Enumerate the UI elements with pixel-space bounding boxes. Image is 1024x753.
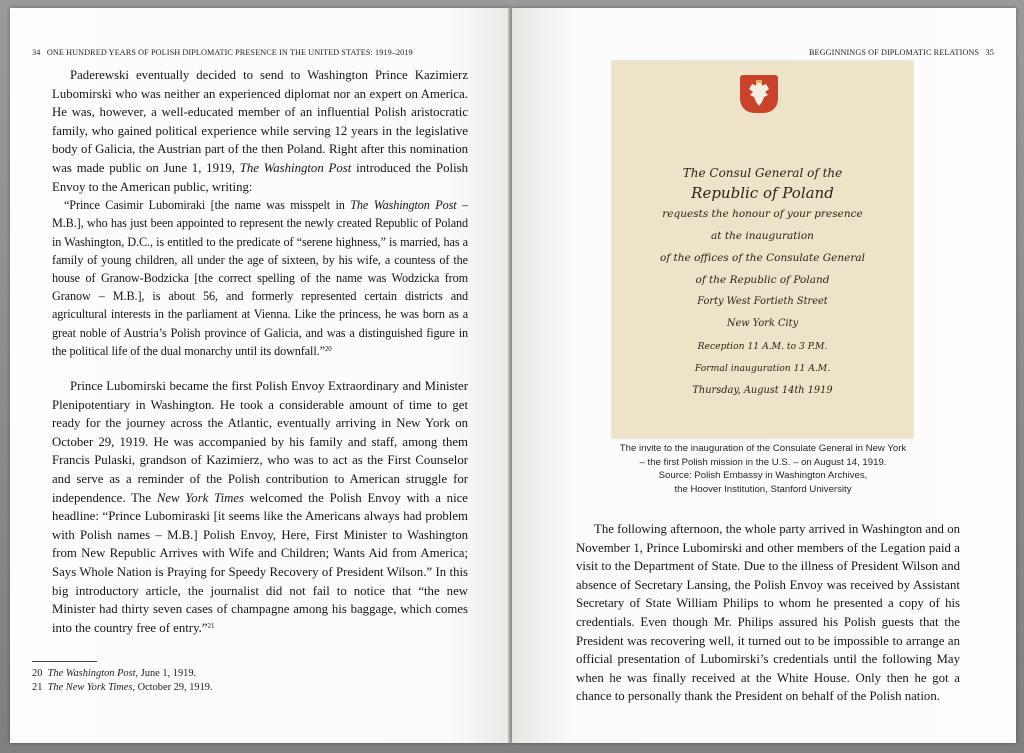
right-page-number: 35 — [985, 48, 994, 57]
left-running-header — [32, 48, 413, 57]
footnote-20: 20 The Washington Post, June 1, 1919. — [32, 668, 197, 679]
left-header-title: ONE HUNDRED YEARS OF POLISH DIPLOMATIC PRESENCE IN THE UNITED STATES: 1919–2019 — [46, 48, 413, 57]
footnotes — [32, 667, 213, 695]
footnote-21: 21 The New York Times, October 29, 1919. — [32, 682, 213, 693]
paragraph-3: The following afternoon, the whole party arrived in Washington and on November 1, Prince Lubomirski and other members of the Legation paid a visit to the Department of State. Due to the illness of President Wilson and absence of Secretary Lansing, the Polish Envoy was received by Assistant Secretary of State William Philips to whom he presented a copy of his credentials. Even though Mr. Philips assured his Polish guests that the President was recovering well, it turned out to be impossible to arrange an official presentation of Lubomirski’s credentials until the following May when he was finally received at the White House. Only then he got a chance to personally thank the President on behalf of the Polish nation. — [576, 522, 960, 704]
invitation-text: The Consul General of the Republic of Poland requests the honour of your presence at the inauguration of the offices of the Consulate General of the Republic of Poland Forty West Fortieth Street New York City Reception 11 A.M. to 3 P.M. Formal inauguration 11 A.M. Thursday, August 14th 1919 — [660, 166, 865, 396]
paragraph-2: Prince Lubomirski became the first Polish Envoy Extraordinary and Minister Plenipotentiary in Washington. He took a considerable amount of time to get ready for the journey across the Atlantic, eventually arriving in New York on October 29, 1919. He was accompanied by his family and staff, among them Francis Pulaski, grandson of Kazimierz, who was to act as the First Counselor and serve as a reminder of the Polish contribution to American struggle for independence. The New York Times welcomed the Polish Envoy with a nice headline: “Prince Lubomiraski [it seems like the Americans always had problem with Polish names – M.B.] Polish Envoy, Here, First Minister to Washington from New Republic Arrives with Wife and Children; Wants Aid from America; Says Whole Nation is Praying for Speedy Recovery of President Wilson.” In this big introductory article, the journalist did not fail to notice that “the new Minister had thirty seven cases of champagne among his baggage, which comes into the country free of entry.”$^{21}$ — [52, 378, 468, 635]
right-header-title: BEGGINNINGS OF DIPLOMATIC RELATIONS — [808, 48, 980, 57]
left-body-text — [52, 66, 468, 637]
right-body-text — [576, 520, 960, 706]
block-quote: “Prince Casimir Lubomiraki [the name was misspelt in The Washington Post – M.B.], who has just been appointed to represent the newly created Republic of Poland in Washington, D.C., is entitled to the predicate of “serene highness,” is married, has a family of young children, all under the age of sixteen, by his wife, a countess of the house of Granow-Bodzicka [the correct spelling of the name was Wodzicka from Granow – M.B.], is about 56, and formerly represented certain districts and agricultural interests in the parliament at Vienna. Like the princess, he was born as a great noble of Austria’s Polish province of Galicia, and was a distinguished figure in the political life of the dual monarchy until its downfall.”$^{20}$ — [52, 198, 468, 358]
left-page-number: 34 — [32, 48, 41, 57]
footnote-divider — [32, 661, 97, 662]
footnote-ref-21[interactable]: 21 — [207, 621, 215, 630]
polish-eagle-crest-icon — [740, 75, 778, 113]
left-page — [10, 8, 510, 743]
right-running-header — [809, 48, 994, 57]
right-page — [512, 8, 1016, 743]
paragraph-1: Paderewski eventually decided to send to Washington Prince Kazimierz Lubomirski who was neither an experienced diplomat nor an expert on America. He was, however, a well-educated member of an influential Polish aristocratic family, who gained political experience while serving 12 years in the legislative body of Galicia, the Austrian part of the then Poland. Right after this nomination was made public on June 1, 1919, The Washington Post introduced the Polish Envoy to the American public, writing: — [52, 68, 469, 194]
figure-caption: The invite to the inauguration of the Consulate General in New York – the first Polish mission in the U.S. – on August 14, 1919. Source: Polish Embassy in Washington Archives, the Hoover Institution, Stanford University — [619, 443, 907, 495]
footnote-ref-20[interactable]: 20 — [324, 344, 332, 353]
invitation-image — [612, 61, 913, 438]
